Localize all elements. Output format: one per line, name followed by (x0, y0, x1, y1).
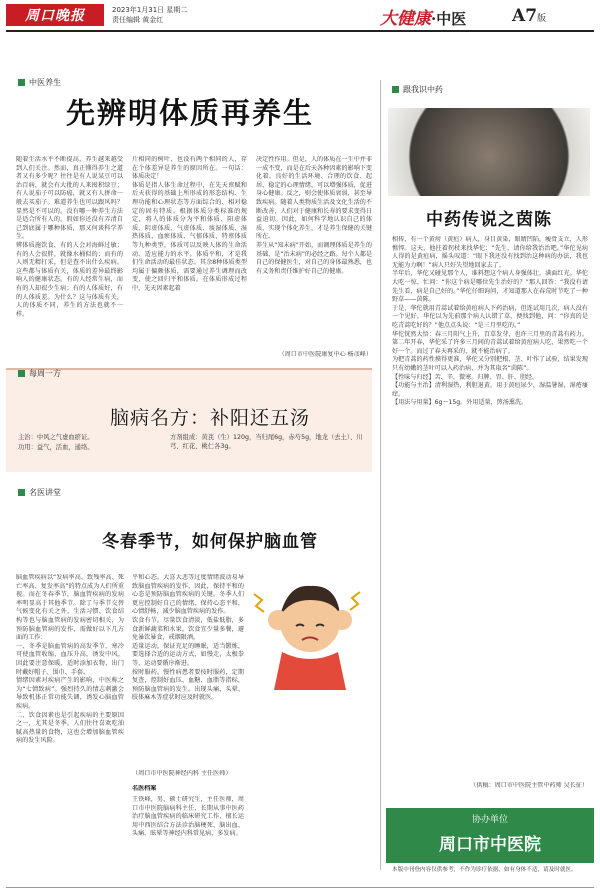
page-number-value: A7 (512, 6, 538, 26)
doctor-profile-heading: 名医档案 (132, 785, 157, 792)
article-title-constitution: 先辨明体质再养生 (65, 96, 314, 130)
section-tag-recipe (18, 368, 61, 379)
lecture-credit: （周口市中医院神经内科 主任医师） (132, 770, 232, 777)
recipe-title: 脑病名方：补阳还五汤 (109, 407, 310, 429)
page-number (512, 6, 546, 26)
right-hand-shape (332, 610, 352, 630)
section-separator: · (431, 10, 437, 28)
tag-label: 名医讲堂 (29, 488, 61, 497)
section-tag-lecture (18, 487, 61, 498)
disclaimer-note: 本版中刊登内容仅供参考，不作为诊疗依据，如有身体不适，请及时就医。 (392, 867, 577, 873)
tag-label: 跟我识中药 (403, 85, 443, 94)
body-shape (274, 652, 346, 690)
page-number-suffix: 版 (537, 14, 547, 24)
section-tag-health (18, 77, 61, 88)
article-credit: （周口市中医院康复中心 杨彦峰） (278, 351, 372, 358)
column-divider (380, 80, 381, 870)
section-tag-herb (392, 84, 443, 95)
recipe-ingredients: 方剂组成：黄芪（生）120g，当归尾6g，赤芍5g，地龙（去土）、川芎、红花、桃仁各3g。 (170, 434, 363, 450)
sponsor-banner (386, 808, 594, 863)
doctor-profile: 王铁峰，男，硕士研究生，主任医师，周口市中医院脑病科主任，长期从事中医药治疗脑血管疾病的临床研究工作，擅长运用中西医结合方法诊治脑梗死、脑出血、头痛、眩晕等神经内科常见病、多发病。 (132, 796, 244, 838)
tag-label: 中医养生 (29, 78, 61, 87)
masthead-meta (112, 5, 187, 25)
tag-marker-icon (18, 370, 25, 377)
section-name (380, 4, 466, 29)
herb-story-text: 相传，有一个黄痨（黄疸）病人，身目黄染，眼睛凹陷，瘦骨支立，人形憔悴。这天，他拄着拐杖来找华佗：“先生，请你给我治治吧。”华佗见病人得的是黄疸病，摇头叹道：“眼下我还没有找到治这种病的办法，我也无能为力啊！”病人只好失望地回家去了。 半年后，华佗又碰见那个人，谁料想这个病人身强体壮，满面红光。华佗大吃一惊，忙问：“你这个病是哪位先生治好的？”那人回答：“我没有请先生看，病是自己好的。”华佗仔细询问，才知道那人在春荒时节吃了一种野草——茵陈。 于是，华佗就用青蒿试着给黄疸病人下药治病，但连试用几次，病人没有一个见好。华佗以为先前那个病人认错了草，便找到他，问：“你真的是吃青蒿吃好的？”他点点头说：“是三月里吃的。” 华佗恍然大悟：春三月阳气上升，百草发芽，也许三月里的青蒿有药力。第二年开春，华佗采了许多三月间的青蒿试着给黄疸病人吃，果然吃一个好一个。而过了春天再采的，就不能治病了。 为把青蒿的药性摸得更准，华佗又分别把根、茎、叶作了试验，结果发现只有幼嫩的茎叶可以入药治病，并为其取名“茵陈”。 【性味与归经】苦、辛，微寒。归脾、胃、肝、胆经。 【功能与主治】清利湿热，利胆退黄。用于黄疸尿少，湿温暑湿，湿疮瘙痒。 【用法与用量】6g～15g。外用适量，煎汤熏洗。 (392, 236, 588, 407)
lecture-col-2: 平和心态。大喜大悲等过度情绪波动易导致脑血管疾病的发作，因此，保持平和的心态是预防脑血管疾病的关键。冬季人们更应控制好自己的情绪，保持心态平和，心情舒畅，减少脑血管疾病的发作。 饮食有节。尽量饮食清淡，低盐低脂，多食新鲜蔬菜和水果。饮食宜少量多餐，避免暴饮暴食，戒烟限酒。 适量运动。保证充足的睡眠，适当锻炼，要选择合适的运动方式，如慢走、太极拳等，运动要循序渐进。 按时服药。慢性病患者要按时服药，定期复查，控制好血压、血糖、血脂等指标，预防脑血管病的发生。出现头痛、头晕、肢体麻木等症状时应及时就医。 (132, 574, 244, 702)
sponsor-name: 周口市中医院 (439, 835, 541, 855)
newspaper-logo: 周口晚报 (6, 4, 104, 26)
recipe-indication: 主治：中风之气虚血瘀证。 (18, 434, 94, 441)
headache-illustration (248, 570, 372, 690)
masthead-rule (6, 30, 594, 32)
article-col-3: 决定性作用。但是，人的体质在一生中并非一成不变，而是在后天各种因素的影响下变化着。良好的生活环境、合理的饮食、起居、稳定的心理情绪，可以增强体质，促进身心健康。反之，则会使体质衰弱，甚至导致疾病。随着人类物质生活及文化生活的不断改善，人们对于健康和长寿的要求变得日益迫切。因此，如何科学地认识自己的体质，实现个体化养生，才是养生保健的关键所在。 养生从“知未病”开始，而调理体质是养生的基础，是“治未病”的必经之路。每个人都是自己的保健医生，对自己的身体最熟悉，也有义务和责任维护好自己的健康。 (256, 156, 372, 275)
footer-rule (6, 887, 594, 888)
herb-photo (388, 108, 590, 196)
section-subtitle: 中医 (436, 10, 467, 28)
editor-credit: 责任编辑 黄金红 (112, 16, 164, 24)
herb-story-credit: （供稿：周口市中医院主管中药师 吴长征） (470, 782, 588, 789)
lecture-title: 冬春季节，如何保护脑血管 (102, 532, 318, 552)
section-title: 大健康 (380, 9, 431, 29)
left-hand-shape (268, 610, 288, 630)
recipe-effect: 功用：益气，活血，通络。 (18, 444, 94, 451)
article-col-1: 随着生活水平不断提高，养生越来越受到人们关注。然而，真正懂得养生之道者又有多少呢？往往是有人说某豆可以治百病，就会有大批的人来囤积绿豆；有人说茄子可以防癌，就又有人拼命一般去买茄子。难道养生也可以跟风吗？显然是不可以的。没有哪一种养生方法是适合所有人的。假如你还没有弄清自己到底属于哪种体质，那又何谈科学养生。 辨体质施饮食，有的人会对海鲜过敏；有的人会很胖，就像水桶似的；而有的人则无精打采，但是查不出什么疾病。这些都与体质有关，体质的差异最终影响人的健康状态。有的人经常生病，而有的人却很少生病；有的人体质好，有的人体质差。为什么？这与体质有关，人的体质不同，养生的方法也就不一样。 (16, 156, 123, 318)
herb-story-title: 中药传说之茵陈 (426, 210, 552, 230)
article-col-2: 片相同的树叶，也没有两个相同的人，存在个体差异是养生的原因所在。一句话：体质决定！ 体质是指人体生命过程中，在先天禀赋和后天获得的基础上所形成的形态结构、生理功能和心理状态等方面综合的、相对稳定的固有特质。根据体质分类标准的规定，将人的体质分为平和体质、阳虚体质、阴虚体质、气虚体质、痰湿体质、湿热体质、血瘀体质、气郁体质、特禀体质等九种类型。体质可以反映人体的生命活动、适应能力的水平。体质平和，才是我们生命活动的最佳状态。其余8种体质类型均属于偏颇体质，需要通过养生调理而改变，使之回归平和体质。在体质形成过程中，先天因素起着 (132, 156, 247, 292)
tag-label: 每周一方 (29, 369, 61, 378)
tag-marker-icon (18, 79, 25, 86)
tag-marker-icon (18, 489, 25, 496)
sponsor-label: 协办单位 (471, 815, 508, 825)
issue-date: 2023年1月31日 星期二 (112, 6, 188, 14)
tag-marker-icon (392, 86, 399, 93)
lecture-col-1: 脑血管疾病以“发病率高、致残率高、死亡率高、复发率高”的特点成为人们所重视。而在冬春季节，脑血管疾病的发病率明显高于其他季节。除了与季节交替气候变化有关之外，生活习惯、饮食结构等也与脑血管病的发病密切相关，为预防脑血管病的发作，需做好以下几方面的工作： 一、冬季是脑血管病的高发季节，寒冷可使血管收缩，血压升高，诱发中风，因此要注意保暖，适时添加衣物，出门时戴好帽子、围巾、手套。 情绪因素对疾病产生的影响，中医称之为“七情致病”。强烈持久的情志刺激会导致机体正常功能失调，诱发心脑血管疾病。 二、饮食因素也是引起疾病的主要原因之一，尤其是冬季，人们往往喜欢吃油腻高热量的食物，这也会增加脑血管疾病的发生风险。 (16, 574, 124, 745)
